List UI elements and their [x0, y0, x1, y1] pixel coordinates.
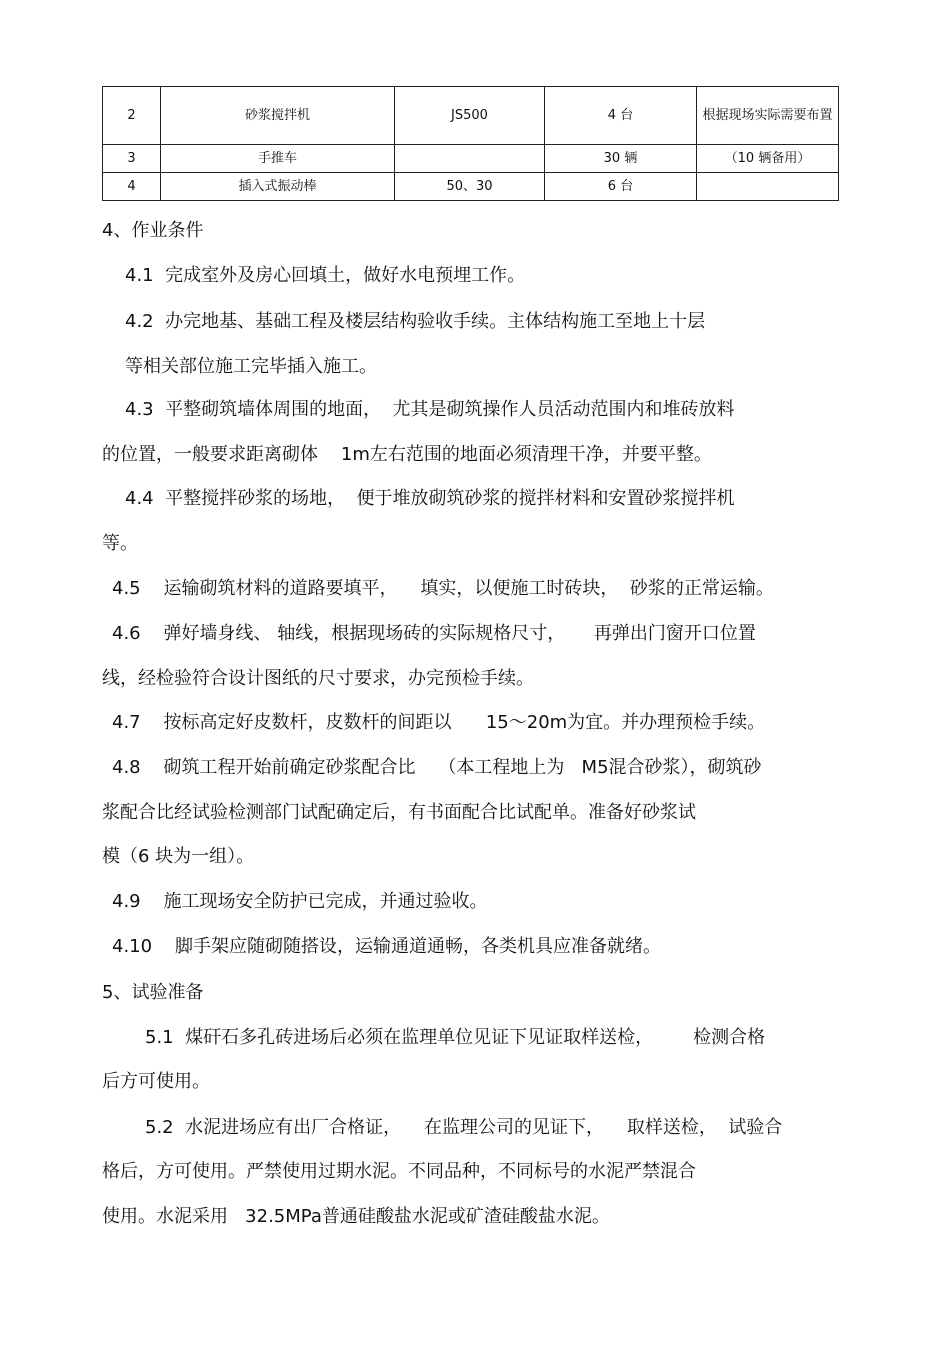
table-row: [103, 87, 839, 145]
table-cell: [697, 173, 839, 201]
table-row: [103, 173, 839, 201]
table-cell: [395, 145, 545, 173]
paragraph-line: 使用。水泥采用 32.5MPa普通硅酸盐水泥或矿渣硅酸盐水泥。: [102, 1206, 610, 1227]
table-cell: （10 辆备用）: [697, 145, 839, 173]
paragraph-line: 格后，方可使用。严禁使用过期水泥。不同品种，不同标号的水泥严禁混合: [102, 1161, 696, 1182]
table-cell: 砂浆搅拌机: [161, 87, 395, 145]
paragraph-line: 4.6 弹好墙身线、 轴线，根据现场砖的实际规格尺寸， 再弹出门窗开口位置: [112, 623, 756, 644]
table-cell: 2: [103, 87, 161, 145]
paragraph-line: 的位置，一般要求距离砌体 1m左右范围的地面必须清理干净，并要平整。: [102, 444, 712, 465]
paragraph-line: 后方可使用。: [102, 1071, 210, 1092]
table-cell: 根据现场实际需要布置: [697, 87, 839, 145]
paragraph-line: 4.9 施工现场安全防护已完成，并通过验收。: [112, 891, 488, 912]
equipment-table: [102, 86, 839, 201]
paragraph-line: 4.5 运输砌筑材料的道路要填平， 填实，以便施工时砖块， 砂浆的正常运输。: [112, 578, 774, 599]
table-row: [103, 145, 839, 173]
paragraph-line: 模（6 块为一组）。: [102, 846, 255, 867]
table-cell: JS500: [395, 87, 545, 145]
paragraph-line: 等。: [102, 533, 138, 554]
paragraph-line: 4.3 平整砌筑墙体周围的地面， 尤其是砌筑操作人员活动范围内和堆砖放料: [125, 399, 735, 420]
paragraph-line: 线，经检验符合设计图纸的尺寸要求，办完预检手续。: [102, 668, 534, 689]
paragraph-line: 4.8 砌筑工程开始前确定砂浆配合比 （本工程地上为 M5混合砂浆），砌筑砂: [112, 757, 762, 778]
paragraph-line: 4.7 按标高定好皮数杆，皮数杆的间距以 15～20m为宜。并办理预检手续。: [112, 712, 766, 733]
paragraph-line: 4.1 完成室外及房心回填土，做好水电预埋工作。: [125, 265, 526, 286]
table-cell: 4: [103, 173, 161, 201]
paragraph-line: 4.10 脚手架应随砌随搭设，运输通道通畅，各类机具应准备就绪。: [112, 936, 661, 957]
table-cell: 手推车: [161, 145, 395, 173]
table-cell: 30 辆: [545, 145, 697, 173]
paragraph-line: 等相关部位施工完毕插入施工。: [125, 356, 377, 377]
section-heading-5: 5、试验准备: [102, 982, 204, 1003]
paragraph-line: 浆配合比经试验检测部门试配确定后，有书面配合比试配单。准备好砂浆试: [102, 802, 696, 823]
table-cell: 插入式振动棒: [161, 173, 395, 201]
paragraph-line: 4.2 办完地基、基础工程及楼层结构验收手续。主体结构施工至地上十层: [125, 311, 706, 332]
paragraph-line: 4.4 平整搅拌砂浆的场地， 便于堆放砌筑砂浆的搅拌材料和安置砂浆搅拌机: [125, 488, 735, 509]
table-cell: 4 台: [545, 87, 697, 145]
table-cell: 3: [103, 145, 161, 173]
table-cell: 50、30: [395, 173, 545, 201]
paragraph-line: 5.1 煤矸石多孔砖进场后必须在监理单位见证下见证取样送检， 检测合格: [145, 1027, 766, 1048]
paragraph-line: 5.2 水泥进场应有出厂合格证， 在监理公司的见证下， 取样送检， 试验合: [145, 1117, 783, 1138]
table-cell: 6 台: [545, 173, 697, 201]
section-heading-4: 4、作业条件: [102, 220, 204, 241]
